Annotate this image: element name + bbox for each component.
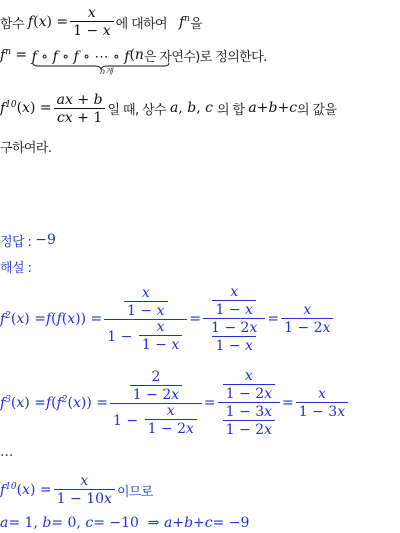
solution-f2-line: $f^2$ ( x ) = f ( f ( x )) = $\frac{x}{1 - x}$ 1 − $\frac{x}{1 - x}$ = $\frac{\frac{x}{1 - x}}{\frac{1 - 2x}{1 - x}}$ = $\frac{x}{1 - 2x}$ (0, 284, 335, 354)
math-fraction: $\frac{x}{1 - x}$ (70, 6, 113, 39)
problem-line-4: 구하여라. (0, 140, 52, 156)
solution-f10-line: $f^{10}$ ( x ) = $\frac{x}{1 - 10x}$ 이므로 (0, 472, 153, 507)
problem-text: 함수 (0, 16, 24, 32)
math-fraction: $\frac{\frac{x}{1 - 2x}}{\frac{1 - 3x}{1 - 2x}}$ (218, 369, 280, 438)
solution-label-line (0, 256, 31, 276)
problem-line-1: 함수 f ( x ) = $\frac{x}{1 - x}$ 에 대하여 $f^n$ 을 (0, 4, 202, 39)
composition-underbrace: f ∘ f ∘ f ∘ ⋯ ∘ f (32, 46, 130, 65)
math-fraction: $\frac{x}{1 - x}$ 1 − $\frac{x}{1 - x}$ (104, 286, 187, 353)
answer-line (0, 230, 56, 250)
problem-line-2: $f^n$ = f ∘ f ∘ f ∘ ⋯ ∘ f ( n 은 자연수)로 정의한다. (0, 44, 267, 66)
math-fraction: $\frac{x}{1 - 2x}$ (281, 303, 333, 336)
math-fraction: $\frac{ax + b}{cx + 1}$ (54, 91, 106, 126)
math-fx: f (27, 14, 34, 30)
problem-text: 은 자연수)로 정의한다. (143, 49, 267, 65)
math-fraction: $\frac{x}{1 - 3x}$ (296, 387, 348, 420)
answer-value: −9 (35, 232, 56, 248)
solution-final-line: a = 1, b = 0, c = −10 ⇒ a + b + c = −9 (0, 515, 250, 531)
math-fn: $f^n$ (178, 13, 190, 31)
solution-ellipsis: ... (0, 444, 14, 460)
problem-line-3: $f^{10}$ ( x ) = $\frac{ax + b}{cx + 1}$ 일 때, 상수 a , b , c 의 합 a + b + c 의 값을 (0, 91, 337, 126)
underbrace-label: n개 (100, 67, 113, 76)
problem-text: 에 대하여 (115, 16, 167, 32)
math-fraction: $\frac{x}{1 - 10x}$ (54, 474, 115, 507)
math-fraction: $\frac{2}{1 - 2x}$ 1 − $\frac{x}{1 - 2x}$ (110, 370, 202, 437)
solution-label: 해설 : (0, 260, 32, 276)
solution-f3-line: $f^3$ ( x ) = f ( $f^2$ ( x )) = $\frac{2}{1 - 2x}$ 1 − $\frac{x}{1 - 2x}$ = $\frac{\frac{x}{1 - 2x}}{\frac{1 - 3x}{1 - 2x}}$ = $\frac{x}{1 - 3x}$ (0, 366, 350, 440)
answer-label: 정답 : (0, 234, 32, 250)
math-fraction: $\frac{\frac{x}{1 - x}}{\frac{1 - 2x}{1 - x}}$ (203, 285, 265, 354)
problem-text: 을 (189, 16, 202, 32)
